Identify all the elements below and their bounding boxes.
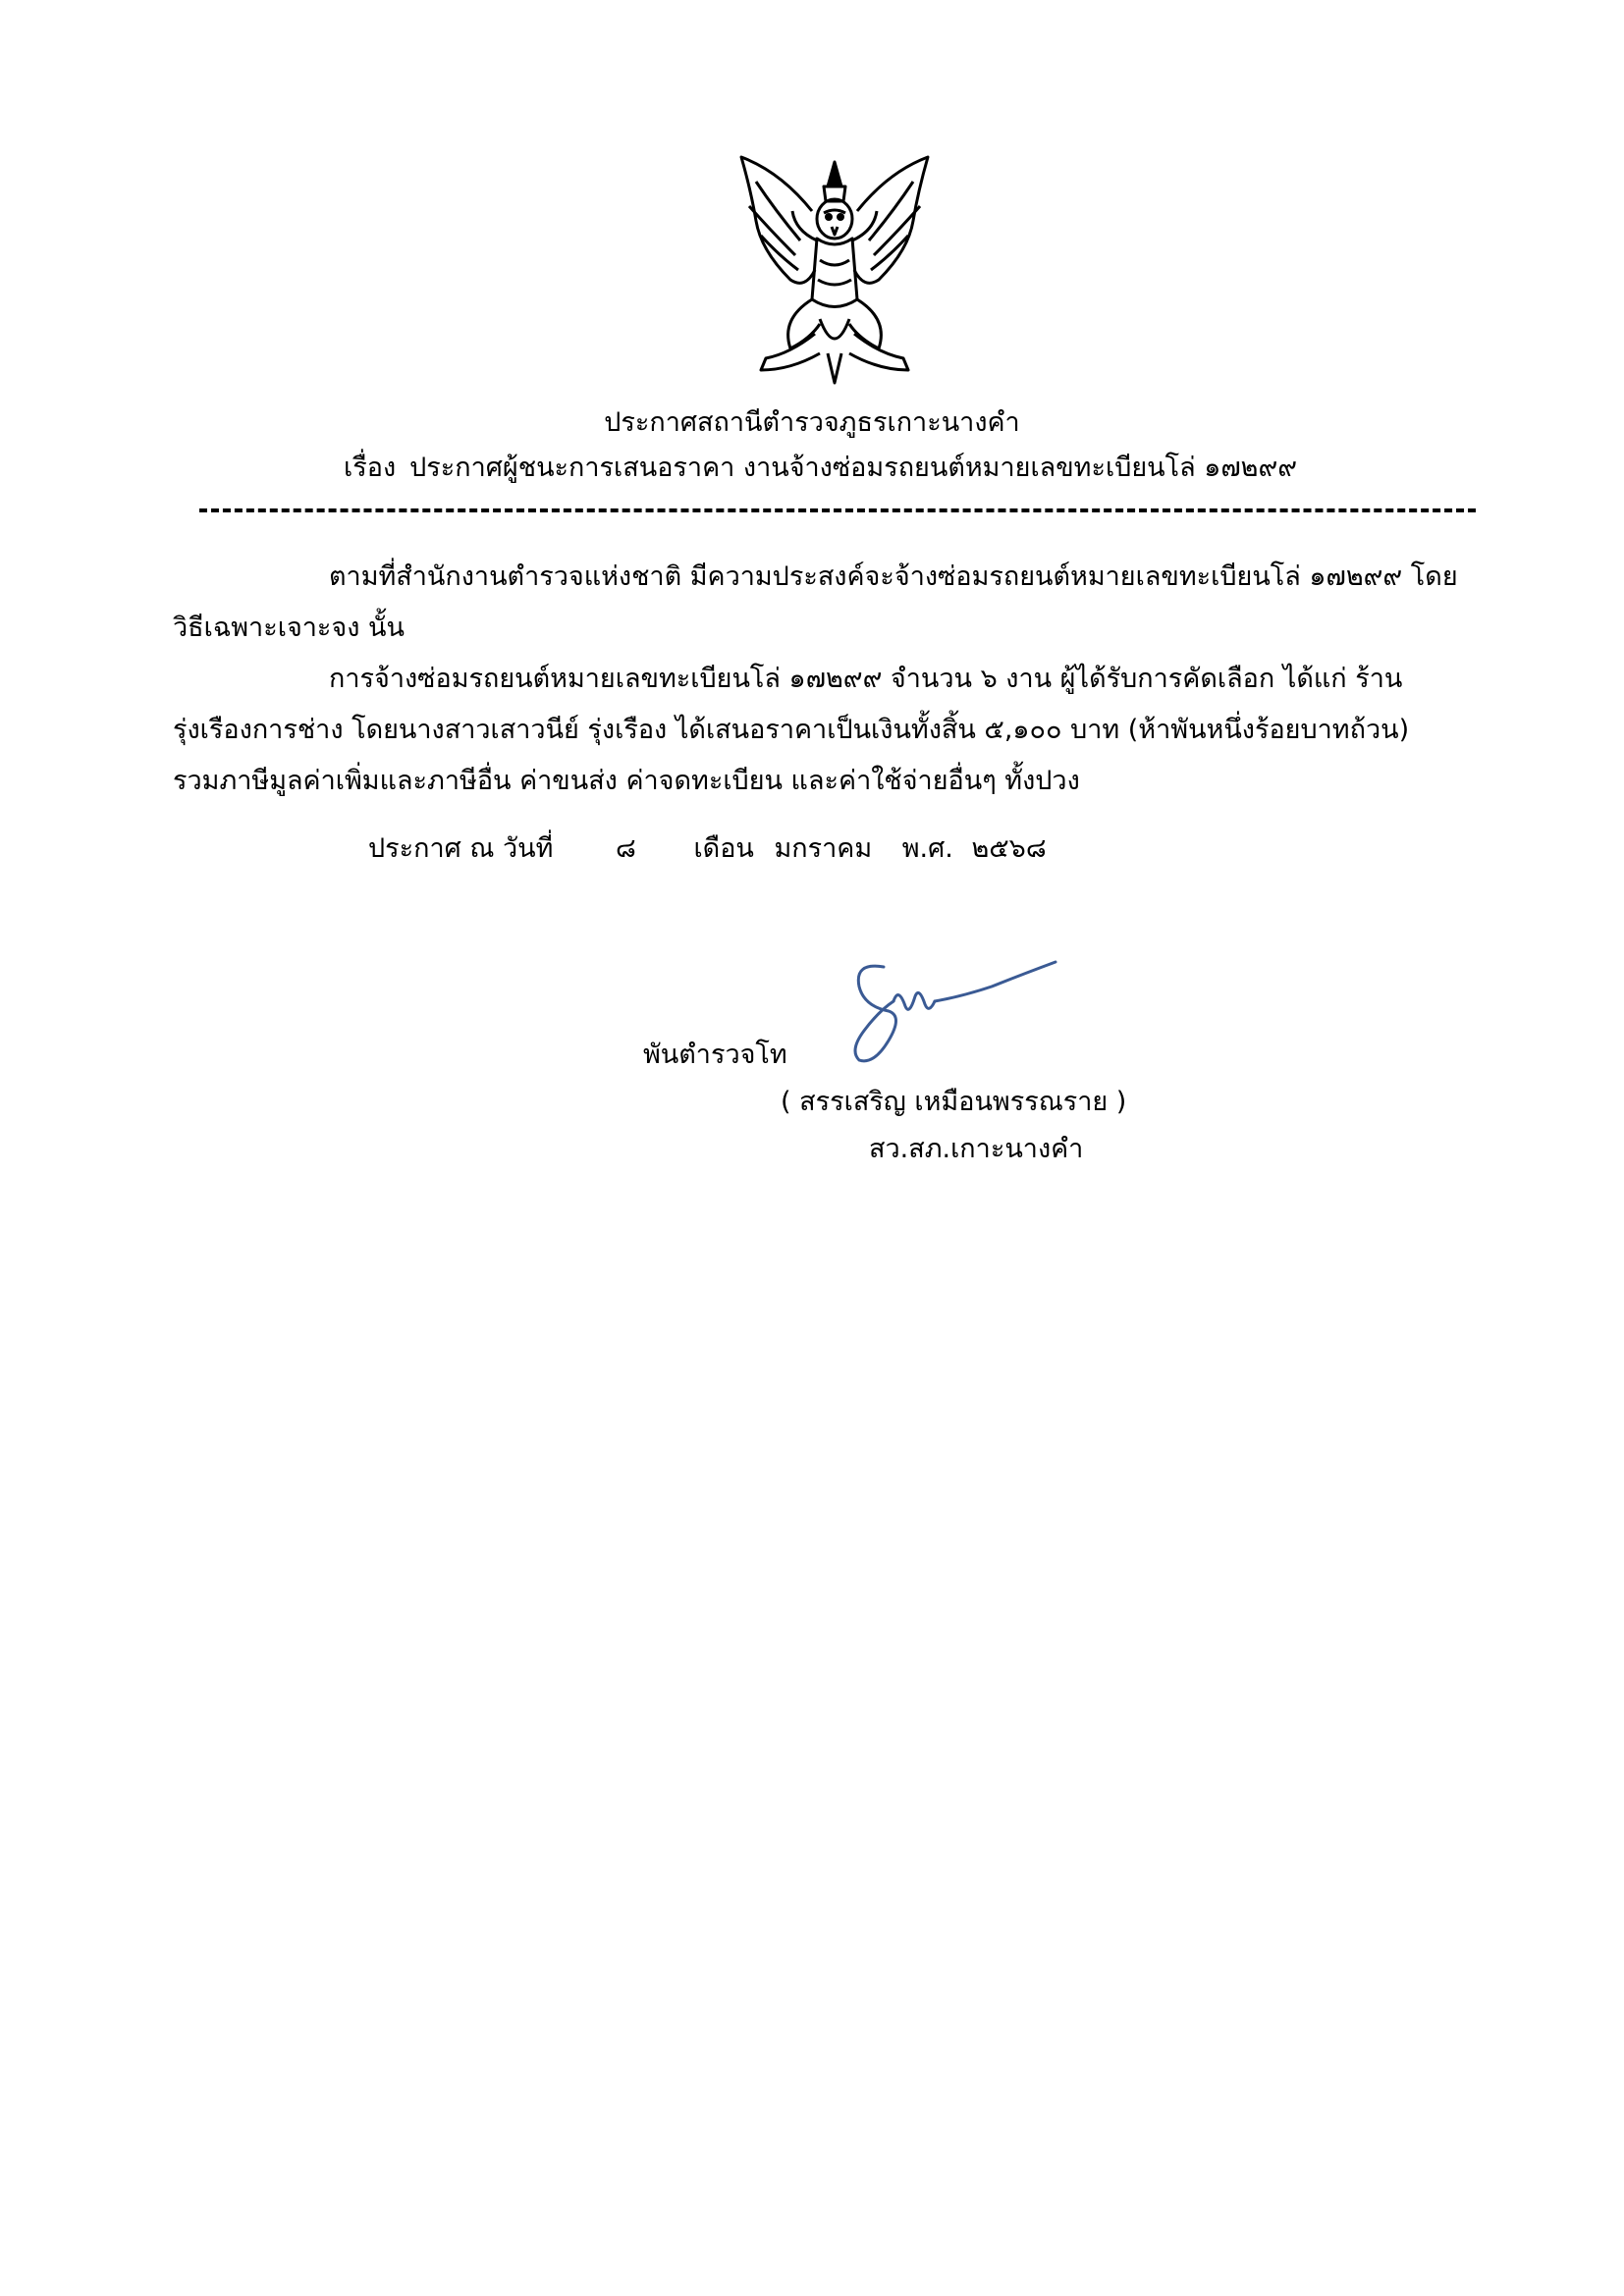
announcement-title: ประกาศสถานีตำรวจภูธรเกาะนางคำ bbox=[604, 407, 1020, 438]
paragraph-2-line-3: รวมภาษีมูลค่าเพิ่มและภาษีอื่น ค่าขนส่ง ค่าจดทะเบียน และค่าใช้จ่ายอื่นๆ ทั้งปวง bbox=[173, 766, 1080, 796]
signer-position: สว.สภ.เกาะนางคำ bbox=[869, 1134, 1084, 1164]
signer-rank: พันตำรวจโท bbox=[643, 1040, 787, 1070]
subject-text: ประกาศผู้ชนะการเสนอราคา งานจ้างซ่อมรถยนต์หมายเลขทะเบียนโล่ ๑๗๒๙๙ bbox=[409, 453, 1298, 483]
signer-name: ( สรรเสริญ เหมือนพรรณราย ) bbox=[781, 1087, 1127, 1117]
garuda-emblem-icon bbox=[722, 152, 947, 388]
paragraph-1-line-2: วิธีเฉพาะเจาะจง นั้น bbox=[173, 613, 405, 643]
date-month-label: เดือน bbox=[693, 833, 754, 864]
subject-label: เรื่อง bbox=[344, 453, 397, 483]
paragraph-1-line-1: ตามที่สำนักงานตำรวจแห่งชาติ มีความประสงค์จะจ้างซ่อมรถยนต์หมายเลขทะเบียนโล่ ๑๗๒๙๙ โดย bbox=[329, 561, 1458, 592]
announcement-date bbox=[368, 829, 1047, 869]
announcement-subject bbox=[344, 450, 1297, 487]
date-month: มกราคม bbox=[774, 833, 873, 864]
date-day: ๘ bbox=[616, 833, 636, 864]
date-year: ๒๕๖๘ bbox=[971, 833, 1047, 864]
date-year-label: พ.ศ. bbox=[901, 833, 953, 864]
date-label: ประกาศ ณ วันที่ bbox=[368, 833, 554, 864]
paragraph-2-line-2: รุ่งเรืองการช่าง โดยนางสาวเสาวนีย์ รุ่งเรือง ได้เสนอราคาเป็นเงินทั้งสิ้น ๕,๑๐๐ บาท (ห้าพันหนึ่งร้อยบาทถ้วน) bbox=[173, 715, 1410, 745]
handwritten-signature-icon bbox=[844, 957, 1070, 1075]
paragraph-2-line-1: การจ้างซ่อมรถยนต์หมายเลขทะเบียนโล่ ๑๗๒๙๙ จำนวน ๖ งาน ผู้ได้รับการคัดเลือก ได้แก่ ร้าน bbox=[329, 664, 1403, 694]
dashed-divider bbox=[199, 508, 1476, 512]
